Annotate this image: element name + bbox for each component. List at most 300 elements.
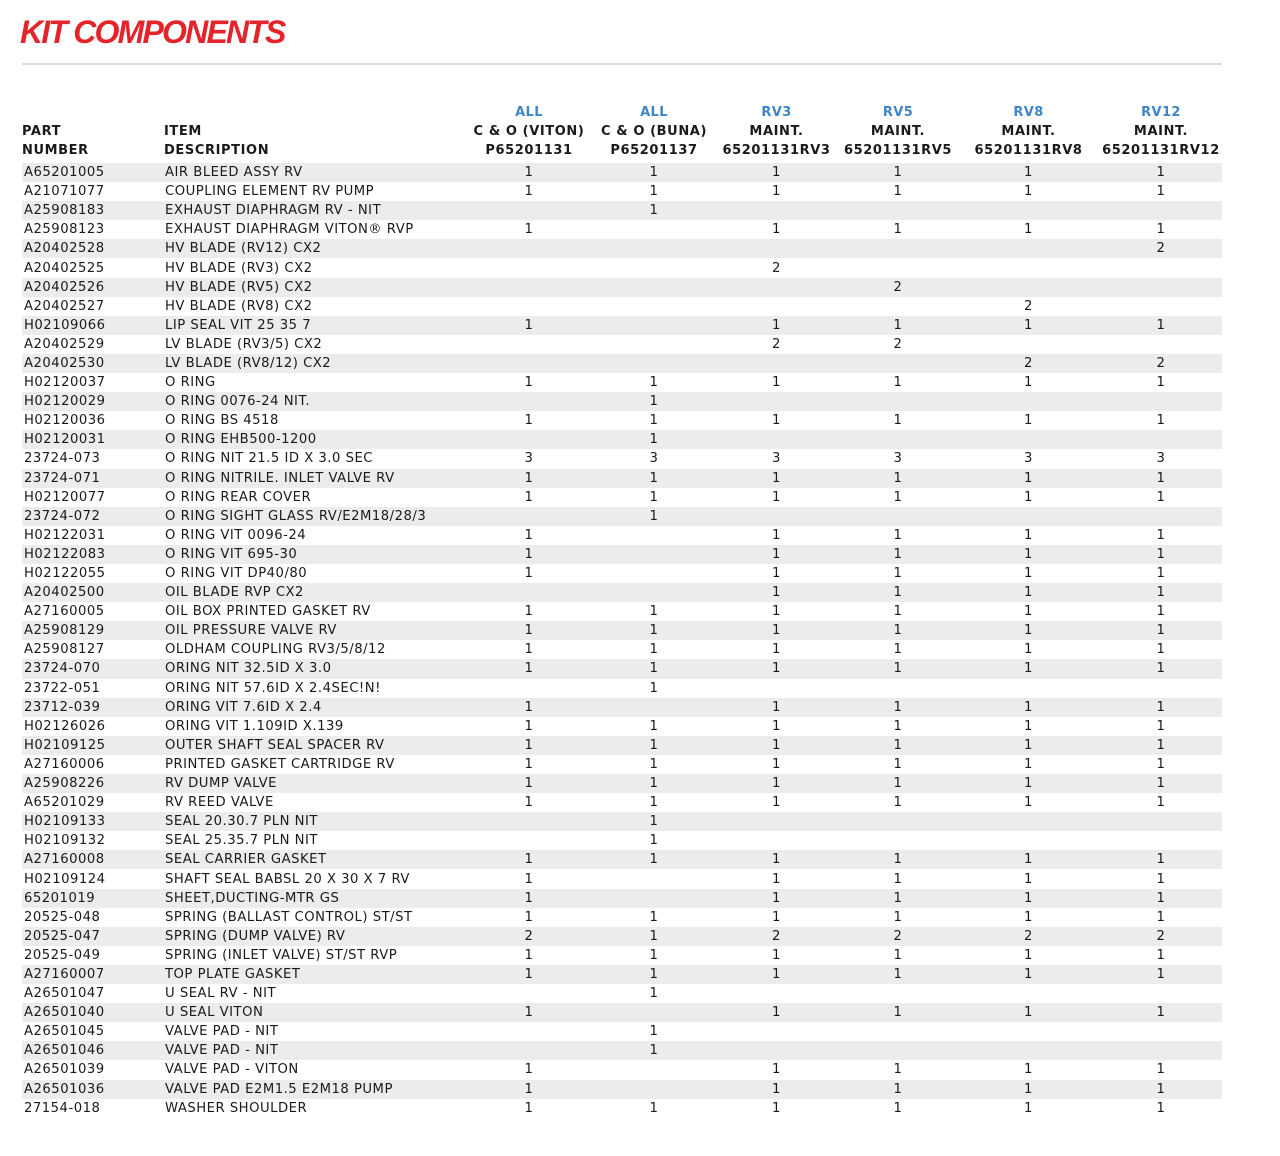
quantity-cell [839,239,957,258]
quantity-cell [1100,392,1222,411]
quantity-cell: 1 [714,850,839,869]
part-number-cell: H02120037 [24,375,106,391]
item-description-cell: O RING BS 4518 [165,413,279,429]
part-number-cell: 23724-073 [24,451,101,467]
table-row [22,850,1222,869]
quantity-cell: 1 [714,469,839,488]
header-item-description [164,100,464,163]
quantity-cell: 1 [1156,718,1166,734]
table-row [22,698,1222,717]
item-description-cell: EXHAUST DIAPHRAGM VITON® RVP [165,222,414,238]
kit-line2: 65201131RV5 [843,143,953,158]
part-number-cell: A27160006 [24,756,105,772]
quantity-cell: 1 [1100,621,1222,640]
quantity-cell [957,278,1100,297]
quantity-cell [594,258,714,277]
quantity-cell [714,392,839,411]
quantity-cell: 1 [1156,795,1166,811]
part-number-cell: A20402526 [22,278,164,297]
quantity-cell: 1 [1100,736,1222,755]
quantity-cell: 1 [1100,316,1222,335]
quantity-cell [464,278,594,297]
quantity-cell [1100,430,1222,449]
quantity-cell: 1 [772,527,781,543]
quantity-cell: 1 [1156,604,1166,620]
part-number-cell: A25908183 [22,201,164,220]
item-description-cell: EXHAUST DIAPHRAGM RV - NIT [164,201,464,220]
quantity-cell: 1 [594,507,714,526]
quantity-cell: 1 [893,566,903,582]
quantity-cell: 1 [649,718,659,734]
quantity-cell [594,1060,714,1079]
quantity-cell [464,335,594,354]
item-description-cell: O RING REAR COVER [165,489,312,505]
part-number-cell: A20402525 [24,260,105,276]
table-row [22,239,1222,258]
table-row [22,717,1222,736]
quantity-cell: 1 [594,965,714,984]
quantity-cell: 1 [524,604,534,620]
quantity-cell: 1 [772,756,781,772]
table-row [22,965,1222,984]
quantity-cell: 1 [893,604,903,620]
quantity-cell [714,1041,839,1060]
quantity-cell [839,679,957,698]
part-number-cell: A26501047 [24,986,105,1002]
quantity-cell: 1 [1024,413,1033,429]
quantity-cell [594,278,714,297]
quantity-cell [839,984,957,1003]
quantity-cell: 1 [1100,1080,1222,1099]
item-description-cell: O RING VIT 0096-24 [165,527,307,543]
table-row [22,1099,1222,1118]
table-row [22,220,1222,239]
quantity-cell: 1 [1024,718,1033,734]
item-description-cell: OIL BOX PRINTED GASKET RV [165,604,371,620]
quantity-cell [464,1041,594,1060]
quantity-cell [464,984,594,1003]
quantity-cell: 1 [957,545,1100,564]
quantity-cell: 1 [594,392,714,411]
quantity-cell: 2 [1100,239,1222,258]
quantity-cell: 1 [594,469,714,488]
part-number-cell: A20402527 [24,298,105,314]
quantity-cell: 1 [714,545,839,564]
quantity-cell: 1 [1100,850,1222,869]
quantity-cell: 1 [714,163,839,182]
part-number-cell: A21071077 [24,184,105,200]
quantity-cell: 1 [839,850,957,869]
quantity-cell: 1 [1156,756,1166,772]
table-row [22,640,1222,659]
header-kit-rv5 [839,100,957,163]
quantity-cell: 1 [893,489,903,505]
quantity-cell: 1 [839,965,957,984]
quantity-cell: 1 [1024,947,1033,963]
part-number-cell: A27160007 [22,965,164,984]
quantity-cell [1100,201,1222,220]
quantity-cell [714,278,839,297]
item-description-cell: O RING SIGHT GLASS RV/E2M18/28/3 [164,507,464,526]
quantity-cell [957,201,1100,220]
quantity-cell: 1 [464,1003,594,1022]
quantity-cell: 1 [1024,604,1033,620]
item-description-cell: OIL BLADE RVP CX2 [164,583,464,602]
quantity-cell [957,430,1100,449]
table-row [22,927,1222,946]
kit-name: ALL [515,105,543,120]
table-header-row [22,100,1222,163]
quantity-cell: 1 [957,621,1100,640]
quantity-cell [1100,335,1222,354]
quantity-cell: 1 [524,718,534,734]
quantity-cell: 1 [893,947,903,963]
part-number-cell: A25908226 [22,774,164,793]
part-number-cell: 23724-071 [22,469,164,488]
table-row [22,316,1222,335]
quantity-cell: 1 [772,413,781,429]
quantity-cell [957,679,1100,698]
header-kit-buna [594,100,714,163]
quantity-cell: 1 [1024,184,1033,200]
part-number-cell: 20525-047 [22,927,164,946]
item-description-cell: SHAFT SEAL BABSL 20 X 30 X 7 RV [165,871,410,887]
quantity-cell: 1 [772,375,781,391]
table-row [22,258,1222,277]
table-row [22,984,1222,1003]
item-description-cell: SPRING (DUMP VALVE) RV [164,927,464,946]
quantity-cell: 1 [1156,375,1166,391]
quantity-cell [1100,507,1222,526]
quantity-cell [464,1022,594,1041]
table-row [22,201,1222,220]
part-number-cell: H02122031 [24,527,106,543]
quantity-cell: 1 [1100,545,1222,564]
quantity-cell: 1 [839,545,957,564]
quantity-cell: 1 [464,736,594,755]
item-description-cell: VALVE PAD - VITON [165,1062,299,1078]
quantity-cell: 1 [594,812,714,831]
quantity-cell [839,258,957,277]
item-description-cell: RV REED VALVE [165,795,274,811]
quantity-cell: 1 [839,736,957,755]
item-description-cell: VALVE PAD - NIT [164,1041,464,1060]
quantity-cell: 1 [772,604,781,620]
table-row [22,373,1222,392]
part-number-cell: H02109133 [22,812,164,831]
quantity-cell: 1 [714,659,839,678]
quantity-cell [839,430,957,449]
quantity-cell [714,679,839,698]
table-row [22,545,1222,564]
item-description-cell: SHEET,DUCTING-MTR GS [164,889,464,908]
part-number-cell: A26501045 [24,1024,105,1040]
quantity-cell [957,507,1100,526]
quantity-cell [839,812,957,831]
table-body [22,163,1222,1118]
quantity-cell: 1 [649,795,659,811]
part-number-cell: A26501046 [22,1041,164,1060]
quantity-cell [594,869,714,888]
table-row [22,278,1222,297]
header-part-number [22,100,164,163]
quantity-cell: 1 [524,756,534,772]
quantity-cell [839,1022,957,1041]
quantity-cell: 1 [524,375,534,391]
quantity-cell: 1 [1156,1100,1166,1116]
quantity-cell: 1 [957,1003,1100,1022]
kit-name: RV5 [882,105,914,120]
kit-line1: MAINT. [1133,124,1189,139]
quantity-cell: 1 [524,642,534,658]
quantity-cell [1100,812,1222,831]
item-description-cell: SPRING (BALLAST CONTROL) ST/ST [165,909,413,925]
quantity-cell: 2 [1100,354,1222,373]
quantity-cell: 1 [957,889,1100,908]
quantity-cell: 1 [524,184,534,200]
header-kit-rv3 [714,100,839,163]
part-number-cell: A26501040 [22,1003,164,1022]
item-description-cell: LIP SEAL VIT 25 35 7 [164,316,464,335]
part-number-cell: A25908127 [24,642,105,658]
quantity-cell: 1 [594,736,714,755]
table-row [22,297,1222,316]
quantity-cell: 1 [957,659,1100,678]
part-number-cell: H02109125 [22,736,164,755]
table-row [22,469,1222,488]
part-number-cell: 23712-039 [22,698,164,717]
part-number-cell: 20525-048 [24,909,101,925]
quantity-cell: 1 [649,604,659,620]
quantity-cell: 1 [1024,756,1033,772]
quantity-cell: 1 [649,833,659,849]
header-part-line2: NUMBER [22,143,89,158]
part-number-cell: H02120036 [24,413,106,429]
item-description-cell: SEAL 25.35.7 PLN NIT [165,833,318,849]
part-number-cell: A65201005 [22,163,164,182]
table-row [22,507,1222,526]
part-number-cell: H02109124 [24,871,106,887]
quantity-cell: 1 [893,871,903,887]
quantity-cell: 1 [1100,774,1222,793]
quantity-cell [594,239,714,258]
part-number-cell: H02109132 [24,833,106,849]
quantity-cell: 1 [649,680,659,696]
item-description-cell: O RING 0076-24 NIT. [164,392,464,411]
quantity-cell [839,201,957,220]
quantity-cell: 1 [594,1041,714,1060]
quantity-cell: 1 [524,947,534,963]
quantity-cell: 1 [464,545,594,564]
quantity-cell: 1 [714,889,839,908]
quantity-cell: 1 [1100,889,1222,908]
quantity-cell: 1 [772,489,781,505]
quantity-cell: 1 [649,986,659,1002]
item-description-cell: OLDHAM COUPLING RV3/5/8/12 [165,642,386,658]
quantity-cell: 1 [839,659,957,678]
quantity-cell: 1 [893,527,903,543]
quantity-cell [839,831,957,850]
quantity-cell: 1 [1024,642,1033,658]
quantity-cell [594,526,714,545]
table-row [22,526,1222,545]
table-row [22,736,1222,755]
quantity-cell [594,297,714,316]
quantity-cell: 1 [893,756,903,772]
quantity-cell [1100,297,1222,316]
quantity-cell [1100,679,1222,698]
quantity-cell: 1 [649,1024,659,1040]
quantity-cell: 1 [1100,583,1222,602]
quantity-cell [594,1003,714,1022]
table-row [22,163,1222,182]
part-number-cell: A65201029 [24,795,105,811]
quantity-cell: 1 [1156,1062,1166,1078]
table-row [22,564,1222,583]
quantity-cell: 1 [524,909,534,925]
quantity-cell: 1 [524,795,534,811]
quantity-cell: 1 [1156,184,1166,200]
kit-name: RV12 [1141,105,1181,120]
quantity-cell: 1 [649,375,659,391]
quantity-cell: 1 [594,850,714,869]
quantity-cell: 1 [649,909,659,925]
part-number-cell: 65201019 [22,889,164,908]
item-description-cell: VALVE PAD - NIT [165,1024,279,1040]
quantity-cell: 1 [893,642,903,658]
table-row [22,812,1222,831]
kit-line1: MAINT. [1001,124,1056,139]
quantity-cell: 1 [714,621,839,640]
quantity-cell: 2 [714,927,839,946]
item-description-cell: AIR BLEED ASSY RV [164,163,464,182]
quantity-cell: 2 [957,354,1100,373]
quantity-cell: 3 [649,451,659,467]
part-number-cell: H02122055 [24,566,106,582]
quantity-cell: 2 [772,260,781,276]
quantity-cell: 1 [1100,659,1222,678]
quantity-cell: 1 [524,222,534,238]
kit-components-table [22,100,1222,1118]
item-description-cell: OIL PRESSURE VALVE RV [164,621,464,640]
item-description-cell: RV DUMP VALVE [164,774,464,793]
quantity-cell: 1 [649,1100,659,1116]
table-row [22,354,1222,373]
quantity-cell: 1 [1024,1062,1033,1078]
quantity-cell: 1 [649,947,659,963]
quantity-cell [714,984,839,1003]
quantity-cell: 1 [464,316,594,335]
quantity-cell: 1 [1156,413,1166,429]
quantity-cell: 1 [839,469,957,488]
quantity-cell: 1 [1100,965,1222,984]
table-row [22,488,1222,507]
quantity-cell [714,354,839,373]
quantity-cell: 1 [839,621,957,640]
table-row [22,1022,1222,1041]
quantity-cell [839,507,957,526]
table-row [22,869,1222,888]
quantity-cell [594,335,714,354]
quantity-cell: 1 [839,316,957,335]
part-number-cell: H02120031 [22,430,164,449]
quantity-cell: 1 [893,718,903,734]
table-row [22,889,1222,908]
quantity-cell: 3 [893,451,903,467]
quantity-cell [714,430,839,449]
quantity-cell [464,831,594,850]
quantity-cell: 1 [772,718,781,734]
table-row [22,659,1222,678]
quantity-cell [1100,831,1222,850]
quantity-cell [839,392,957,411]
quantity-cell [714,201,839,220]
table-row [22,831,1222,850]
quantity-cell: 1 [524,527,534,543]
quantity-cell: 1 [524,413,534,429]
quantity-cell [957,812,1100,831]
quantity-cell: 1 [772,947,781,963]
header-kit-rv8 [957,100,1100,163]
quantity-cell [1100,1022,1222,1041]
quantity-cell: 1 [957,583,1100,602]
quantity-cell: 1 [524,1100,534,1116]
quantity-cell: 1 [1156,947,1166,963]
quantity-cell [594,354,714,373]
quantity-cell [957,1022,1100,1041]
part-number-cell: A25908123 [24,222,105,238]
quantity-cell: 3 [524,451,534,467]
item-description-cell: HV BLADE (RV12) CX2 [164,239,464,258]
quantity-cell: 1 [1156,566,1166,582]
quantity-cell [464,392,594,411]
item-description-cell: O RING NITRILE. INLET VALVE RV [164,469,464,488]
table-row [22,182,1222,201]
quantity-cell: 1 [893,795,903,811]
quantity-cell [464,239,594,258]
quantity-cell [594,889,714,908]
quantity-cell: 1 [1024,375,1033,391]
part-number-cell: 23722-051 [24,680,101,696]
kit-name: RV3 [761,105,792,120]
quantity-cell [1100,1041,1222,1060]
part-number-cell: H02126026 [24,718,106,734]
table-row [22,908,1222,927]
table-row [22,335,1222,354]
quantity-cell: 1 [957,850,1100,869]
table-row [22,774,1222,793]
kit-line1: C & O (VITON) [473,124,585,139]
quantity-cell [464,297,594,316]
part-number-cell: A26501036 [22,1080,164,1099]
quantity-cell: 2 [464,927,594,946]
quantity-cell: 1 [594,774,714,793]
quantity-cell: 2 [1100,927,1222,946]
quantity-cell [714,812,839,831]
kit-line2: 65201131RV3 [722,143,831,158]
quantity-cell: 1 [594,430,714,449]
quantity-cell: 1 [1024,1100,1033,1116]
quantity-cell [957,831,1100,850]
quantity-cell: 1 [594,927,714,946]
kit-line1: C & O (BUNA) [601,124,707,139]
part-number-cell: 20525-049 [24,947,101,963]
quantity-cell: 1 [714,965,839,984]
part-number-cell: A20402529 [24,336,105,352]
quantity-cell: 1 [464,469,594,488]
table-row [22,392,1222,411]
quantity-cell [714,297,839,316]
